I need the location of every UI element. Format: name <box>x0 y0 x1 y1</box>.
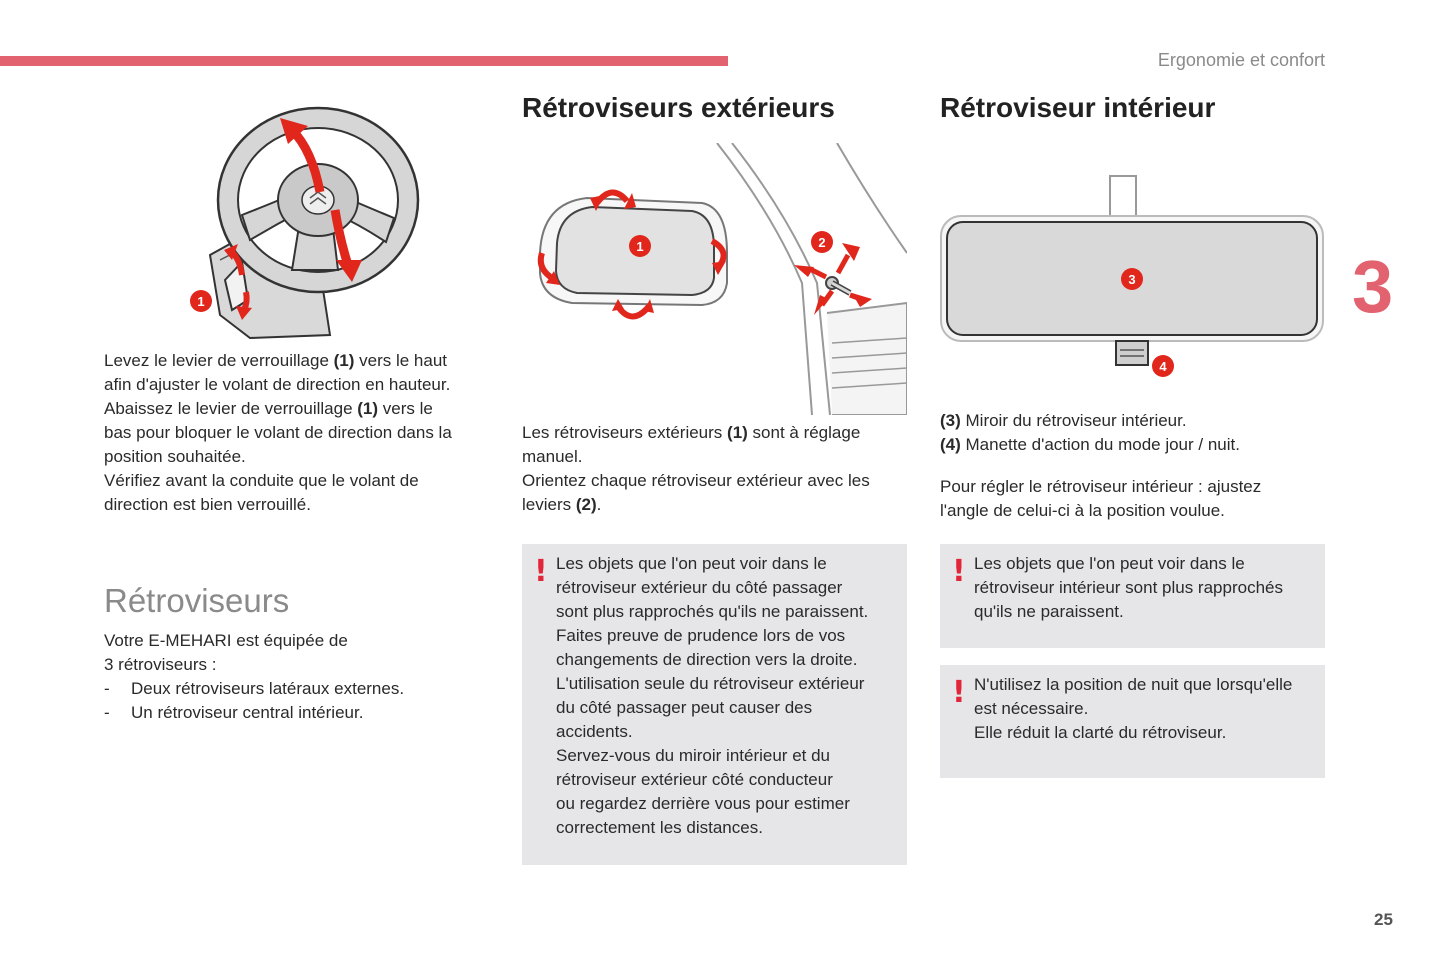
exterior-warning-box <box>522 544 907 865</box>
header-accent-bar <box>0 56 728 66</box>
interior-adjust-text: Pour régler le rétroviseur intérieur : ajustez l'angle de celui-ci à la position voulue. <box>940 477 1262 520</box>
interior-warning-box <box>940 544 1325 648</box>
figure-label-interior-mirror: 3 <box>1128 272 1136 287</box>
chapter-number: 3 <box>1352 245 1394 328</box>
interior-mirror-illustration <box>938 172 1328 384</box>
legend-item-4: (4) Manette d'action du mode jour / nuit. <box>940 435 1240 454</box>
exterior-mirrors-title: Rétroviseurs extérieurs <box>522 92 835 123</box>
warning-icon: ! <box>952 675 966 710</box>
interior-mirror-legend <box>940 409 1325 457</box>
warning-icon: ! <box>952 554 966 589</box>
interior-mirror-title: Rétroviseur intérieur <box>940 92 1216 123</box>
exterior-warning-text: Les objets que l'on peut voir dans le rétroviseur extérieur du côté passager sont plus rapprochés qu'ils ne paraissent. Faites preuve de prudence lors de vos changements de direction vers la droite. L'utilisation seule du rétroviseur extérieur du côté passager peut causer des accidents. Servez-vous du miroir intérieur et du rétroviseur extérieur côté conducteur ou regardez derrière vous pour estimer correctement les distances. <box>556 554 869 837</box>
figure-label-levers: 2 <box>818 235 826 250</box>
list-item: - Deux rétroviseurs latéraux externes. <box>104 679 405 698</box>
exterior-mirror-illustration <box>532 143 907 415</box>
figure-label-mirror: 1 <box>636 239 644 254</box>
figure-label-lever: 1 <box>197 294 205 309</box>
page-number: 25 <box>1374 910 1393 929</box>
mirrors-heading: Rétroviseurs <box>104 582 290 619</box>
mirrors-intro <box>104 629 494 677</box>
warning-icon: ! <box>534 554 548 589</box>
night-mode-warning-text: N'utilisez la position de nuit que lorsqu'elle est nécessaire. Elle réduit la clarté du rétroviseur. <box>974 675 1293 742</box>
section-title: Ergonomie et confort <box>1157 50 1325 70</box>
exterior-mirrors-text: Les rétroviseurs extérieurs (1) sont à réglage manuel. Orientez chaque rétroviseur extérieur avec les leviers (2). <box>522 423 870 514</box>
interior-warning-text: Les objets que l'on peut voir dans le rétroviseur intérieur sont plus rapprochés qu'ils ne paraissent. <box>974 554 1283 621</box>
figure-label-day-night-tab: 4 <box>1159 359 1167 374</box>
mirrors-intro-line2: 3 rétroviseurs : <box>104 655 217 674</box>
list-item: - Un rétroviseur central intérieur. <box>104 703 364 722</box>
steering-wheel-illustration <box>180 100 440 345</box>
legend-item-3: (3) Miroir du rétroviseur intérieur. <box>940 411 1187 430</box>
mirrors-intro-line1: Votre E-MEHARI est équipée de <box>104 631 348 650</box>
steering-adjust-text: Levez le levier de verrouillage (1) vers le haut afin d'ajuster le volant de direction en hauteur. Abaissez le levier de verrouillage (1) vers le bas pour bloquer le volant de direction dans la position souhaitée. Vérifiez avant la conduite que le volant de direction est bien verrouillé. <box>104 351 452 514</box>
mirrors-list <box>104 677 404 725</box>
night-mode-warning-box <box>940 665 1325 778</box>
